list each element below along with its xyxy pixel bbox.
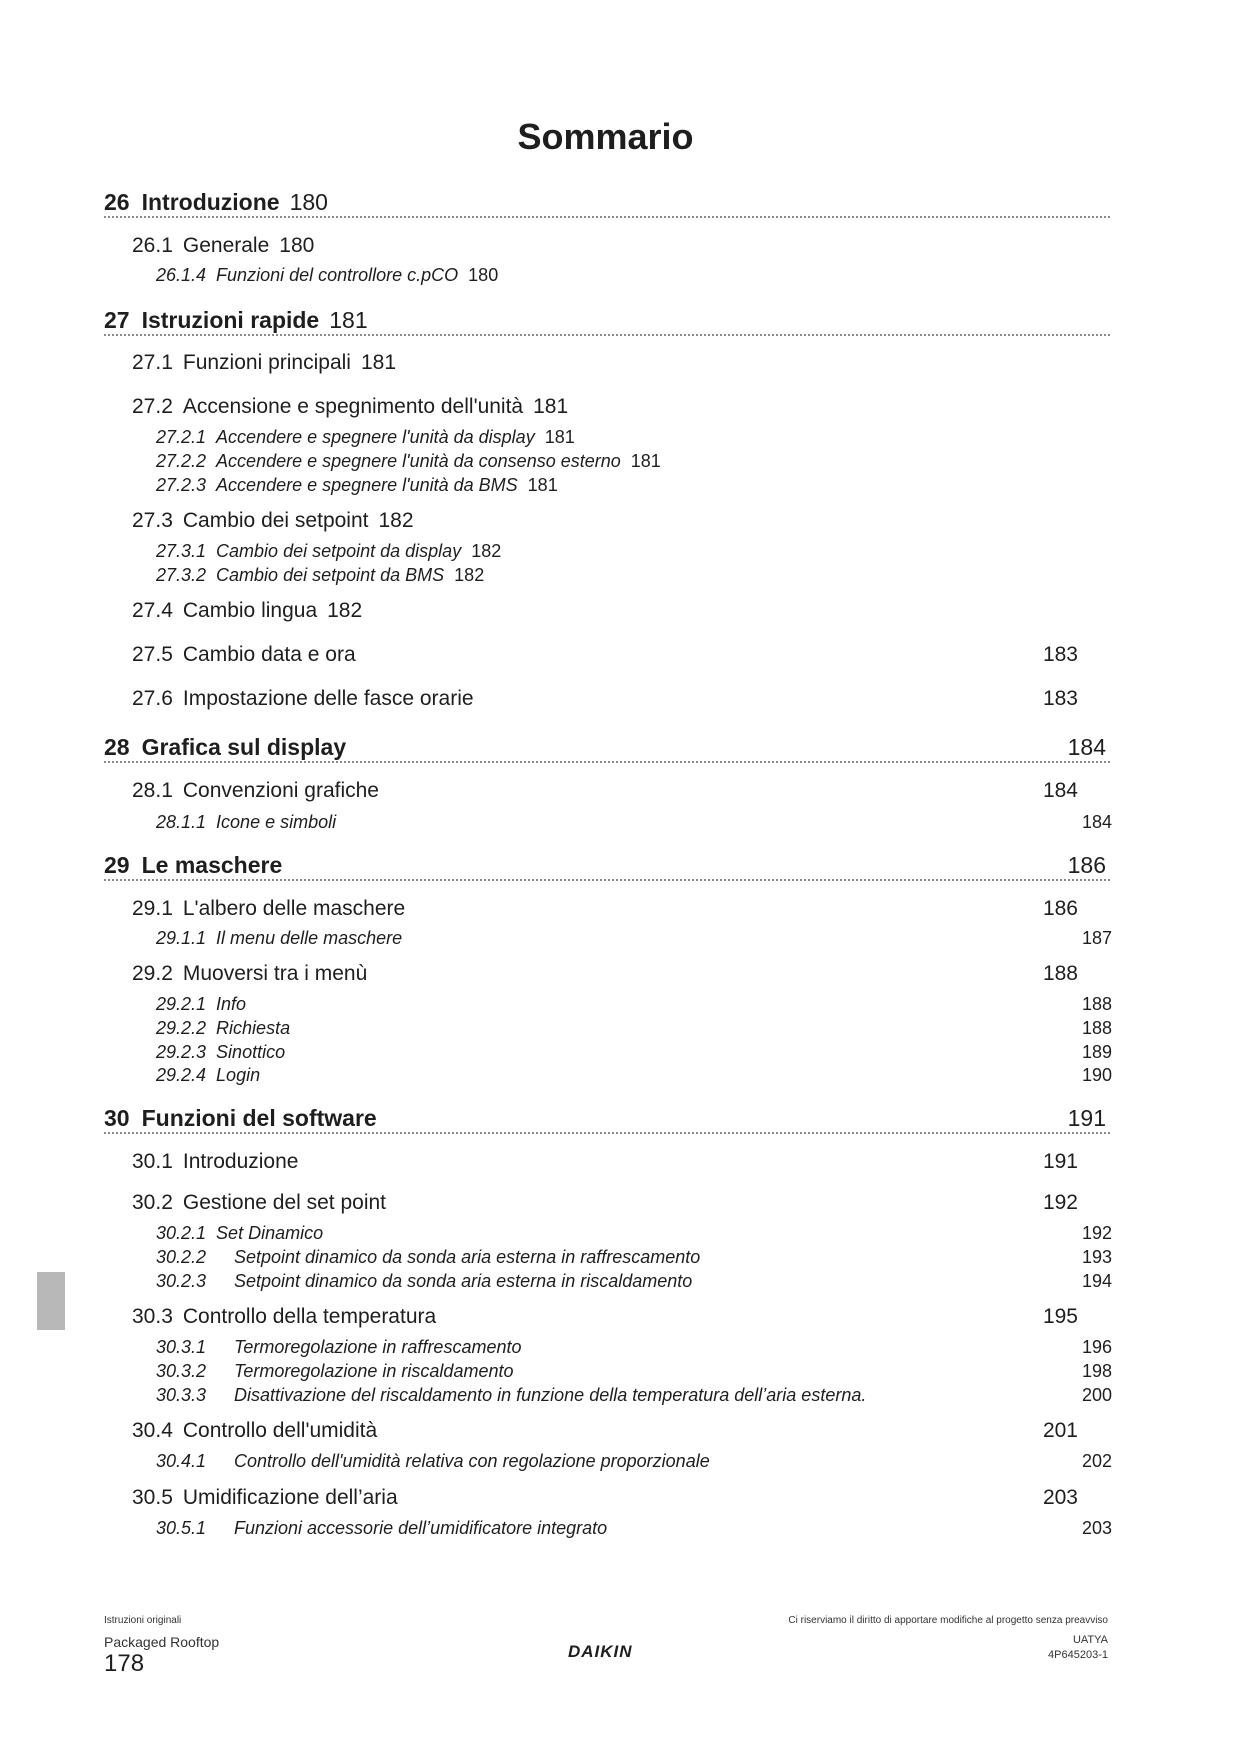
- toc-number: 27.2.1: [156, 427, 207, 447]
- toc-subsection-27-3-1[interactable]: [156, 540, 501, 562]
- toc-title: Disattivazione del riscaldamento in funzione della temperatura dell’aria esterna.: [234, 1385, 867, 1405]
- toc-number: 30.5.1: [156, 1518, 207, 1538]
- toc-number: 30.2.3: [156, 1271, 207, 1291]
- toc-number: 27.3: [132, 509, 173, 532]
- toc-page: 201: [1042, 1419, 1078, 1442]
- toc-page: 188: [1081, 994, 1112, 1014]
- toc-title: Accendere e spegnere l'unità da consenso esterno: [216, 451, 621, 471]
- toc-title: Controllo della temperatura: [182, 1305, 437, 1328]
- toc-subsection-27-2-3[interactable]: [156, 474, 558, 496]
- toc-page: 182: [471, 541, 502, 561]
- toc-section-27-6[interactable]: [132, 686, 1078, 712]
- toc-subsection-30-3-2[interactable]: [156, 1360, 1112, 1382]
- toc-page: 203: [1042, 1486, 1078, 1509]
- toc-section-26-1[interactable]: [132, 233, 314, 259]
- toc-subsection-27-2-1[interactable]: [156, 426, 575, 448]
- footer-notice: Ci riserviamo il diritto di apportare modifiche al progetto senza preavviso: [788, 1615, 1108, 1626]
- toc-title: L'albero delle maschere: [182, 897, 406, 920]
- toc-subsection-30-3-1[interactable]: [156, 1336, 1112, 1358]
- toc-number: 30.5: [132, 1486, 173, 1509]
- toc-section-27-5[interactable]: [132, 642, 1078, 668]
- toc-page: 182: [454, 565, 485, 585]
- toc-page: 183: [1042, 643, 1078, 666]
- toc-page: 198: [1081, 1361, 1112, 1381]
- toc-page: 186: [1042, 897, 1078, 920]
- toc-number: 29.2.2: [156, 1018, 207, 1038]
- toc-number: 30.2.1: [156, 1223, 207, 1243]
- toc-section-30-2[interactable]: [132, 1190, 1078, 1216]
- toc-title: Icone e simboli: [216, 812, 337, 832]
- toc-page: 181: [329, 307, 368, 333]
- toc-number: 29.1.1: [156, 928, 207, 948]
- toc-page: 200: [1081, 1385, 1112, 1405]
- toc-title: Il menu delle maschere: [216, 928, 403, 948]
- toc-title: Setpoint dinamico da sonda aria esterna in raffrescamento: [234, 1247, 701, 1267]
- toc-chapter-30[interactable]: [104, 1104, 1110, 1134]
- toc-page: 181: [630, 451, 661, 471]
- toc-title: Gestione del set point: [182, 1191, 387, 1214]
- toc-title: Funzioni principali: [182, 351, 351, 374]
- toc-title: Termoregolazione in riscaldamento: [234, 1361, 514, 1381]
- toc-title: Funzioni accessorie dell’umidificatore integrato: [234, 1518, 608, 1538]
- toc-title: Setpoint dinamico da sonda aria esterna in riscaldamento: [234, 1271, 693, 1291]
- footer-product: Packaged Rooftop: [104, 1634, 220, 1650]
- toc-number: 29: [104, 852, 130, 878]
- toc-section-30-4[interactable]: [132, 1418, 1078, 1444]
- toc-page: 183: [1042, 687, 1078, 710]
- toc-subsection-26-1-4[interactable]: [156, 264, 498, 286]
- toc-subsection-30-2-2[interactable]: [156, 1246, 1112, 1268]
- toc-page: 192: [1042, 1191, 1078, 1214]
- footer-model: UATYA: [1072, 1634, 1108, 1646]
- toc-subsection-29-2-1[interactable]: [156, 993, 1112, 1015]
- toc-number: 29.1: [132, 897, 173, 920]
- toc-page: 203: [1081, 1518, 1112, 1538]
- toc-title: Umidificazione dell’aria: [182, 1486, 398, 1509]
- toc-page: 184: [1042, 779, 1078, 802]
- toc-title: Istruzioni rapide: [141, 307, 320, 333]
- toc-section-30-3[interactable]: [132, 1304, 1078, 1330]
- footer-doc-code: 4P645203-1: [1048, 1649, 1108, 1661]
- toc-number: 27.4: [132, 599, 173, 622]
- toc-number: 30.2: [132, 1191, 173, 1214]
- toc-chapter-29[interactable]: [104, 851, 1110, 881]
- toc-title: Controllo dell'umidità relativa con regolazione proporzionale: [234, 1451, 710, 1471]
- toc-page: 181: [360, 351, 397, 374]
- toc-subsection-30-3-3[interactable]: [156, 1384, 1112, 1406]
- toc-title: Termoregolazione in raffrescamento: [234, 1337, 522, 1357]
- toc-subsection-27-2-2[interactable]: [156, 450, 661, 472]
- toc-page: 188: [1042, 962, 1078, 985]
- toc-number: 26: [104, 189, 130, 215]
- toc-number: 27.5: [132, 643, 173, 666]
- toc-title: Generale: [182, 234, 270, 257]
- toc-page: 180: [289, 189, 328, 215]
- toc-subsection-29-1-1[interactable]: [156, 927, 1112, 949]
- toc-subsection-29-2-2[interactable]: [156, 1017, 1112, 1039]
- toc-title: Cambio data e ora: [182, 643, 356, 666]
- toc-subsection-30-5-1[interactable]: [156, 1517, 1112, 1539]
- toc-title: Funzioni del software: [141, 1105, 377, 1131]
- toc-subsection-30-2-3[interactable]: [156, 1270, 1112, 1292]
- toc-title: Accensione e spegnimento dell'unità: [182, 395, 524, 418]
- toc-section-30-1[interactable]: [132, 1149, 1078, 1175]
- toc-title: Cambio dei setpoint da display: [216, 541, 462, 561]
- toc-page: 181: [544, 427, 575, 447]
- toc-number: 30.2.2: [156, 1247, 207, 1267]
- toc-page: 190: [1081, 1065, 1112, 1085]
- toc-page: 191: [1067, 1105, 1106, 1131]
- toc-title: Grafica sul display: [141, 734, 347, 760]
- toc-page: 192: [1081, 1223, 1112, 1243]
- toc-title: Info: [216, 994, 247, 1014]
- toc-subsection-28-1-1[interactable]: [156, 811, 1112, 833]
- toc-subsection-27-3-2[interactable]: [156, 564, 484, 586]
- toc-number: 30: [104, 1105, 130, 1131]
- toc-number: 30.1: [132, 1150, 173, 1173]
- toc-number: 28: [104, 734, 130, 760]
- toc-page: 184: [1067, 734, 1106, 760]
- toc-page: 182: [327, 599, 363, 622]
- toc-page: 196: [1081, 1337, 1112, 1357]
- toc-number: 30.3.1: [156, 1337, 207, 1357]
- toc-page: 180: [279, 234, 315, 257]
- toc-title: Introduzione: [182, 1150, 299, 1173]
- toc-number: 30.4: [132, 1419, 173, 1442]
- toc-chapter-28[interactable]: [104, 733, 1110, 763]
- toc-page: 184: [1081, 812, 1112, 832]
- chapter-thumb-tab: [37, 1272, 65, 1330]
- toc-title: Cambio dei setpoint: [182, 509, 369, 532]
- toc-title: Accendere e spegnere l'unità da display: [216, 427, 535, 447]
- footer-page-number: 178: [104, 1650, 145, 1677]
- toc-page: 188: [1081, 1018, 1112, 1038]
- toc-page: 194: [1081, 1271, 1112, 1291]
- toc-number: 27: [104, 307, 130, 333]
- toc-title: Impostazione delle fasce orarie: [182, 687, 474, 710]
- toc-number: 29.2.1: [156, 994, 207, 1014]
- toc-number: 27.2.2: [156, 451, 207, 471]
- toc-title: Sinottico: [216, 1042, 286, 1062]
- toc-number: 27.1: [132, 351, 173, 374]
- toc-number: 27.3.2: [156, 565, 207, 585]
- toc-subsection-30-4-1[interactable]: [156, 1450, 1112, 1472]
- toc-number: 27.2.3: [156, 475, 207, 495]
- toc-section-29-1[interactable]: [132, 896, 1078, 922]
- toc-title: Accendere e spegnere l'unità da BMS: [216, 475, 518, 495]
- toc-subsection-29-2-4[interactable]: [156, 1064, 1112, 1086]
- toc-title: Muoversi tra i menù: [182, 962, 368, 985]
- toc-page: 189: [1081, 1042, 1112, 1062]
- toc-title: Introduzione: [141, 189, 280, 215]
- toc-number: 30.3.3: [156, 1385, 207, 1405]
- toc-number: 26.1.4: [156, 265, 207, 285]
- toc-number: 29.2: [132, 962, 173, 985]
- toc-page: 187: [1081, 928, 1112, 948]
- toc-number: 28.1: [132, 779, 173, 802]
- toc-number: 27.6: [132, 687, 173, 710]
- toc-title: Set Dinamico: [216, 1223, 324, 1243]
- toc-number: 30.3.2: [156, 1361, 207, 1381]
- daikin-logo: DAIKIN: [568, 1642, 633, 1661]
- toc-number: 26.1: [132, 234, 173, 257]
- toc-title: Controllo dell'umidità: [182, 1419, 378, 1442]
- toc-title: Login: [216, 1065, 261, 1085]
- toc-number: 29.2.3: [156, 1042, 207, 1062]
- toc-title: Richiesta: [216, 1018, 291, 1038]
- toc-page: 193: [1081, 1247, 1112, 1267]
- toc-section-28-1[interactable]: [132, 778, 1078, 804]
- toc-page: 180: [468, 265, 499, 285]
- toc-page: 202: [1081, 1451, 1112, 1471]
- toc-title: Cambio lingua: [182, 599, 318, 622]
- toc-page: 186: [1067, 852, 1106, 878]
- footer-original-label: Istruzioni originali: [104, 1615, 182, 1626]
- toc-number: 27.2: [132, 395, 173, 418]
- toc-title: Cambio dei setpoint da BMS: [216, 565, 445, 585]
- toc-page: 191: [1042, 1150, 1078, 1173]
- toc-number: 29.2.4: [156, 1065, 207, 1085]
- toc-section-27-4[interactable]: [132, 598, 362, 624]
- toc-section-30-5[interactable]: [132, 1485, 1078, 1511]
- toc-page: 182: [378, 509, 414, 532]
- toc-page: 181: [533, 395, 569, 418]
- toc-page: 195: [1042, 1305, 1078, 1328]
- toc-section-27-3[interactable]: [132, 508, 414, 534]
- toc-title: Convenzioni grafiche: [182, 779, 379, 802]
- toc-section-27-2[interactable]: [132, 394, 568, 420]
- toc-title: Funzioni del controllore c.pCO: [216, 265, 459, 285]
- page-title: Sommario: [517, 116, 694, 157]
- toc-section-27-1[interactable]: [132, 350, 396, 376]
- toc-subsection-29-2-3[interactable]: [156, 1041, 1112, 1063]
- toc-subsection-30-2-1[interactable]: [156, 1222, 1112, 1244]
- toc-page: 181: [527, 475, 558, 495]
- toc-number: 28.1.1: [156, 812, 207, 832]
- toc-title: Le maschere: [141, 852, 283, 878]
- toc-number: 30.3: [132, 1305, 173, 1328]
- toc-chapter-26[interactable]: [104, 188, 1110, 218]
- toc-chapter-27[interactable]: [104, 306, 1110, 336]
- toc-number: 30.4.1: [156, 1451, 207, 1471]
- toc-number: 27.3.1: [156, 541, 207, 561]
- toc-section-29-2[interactable]: [132, 961, 1078, 987]
